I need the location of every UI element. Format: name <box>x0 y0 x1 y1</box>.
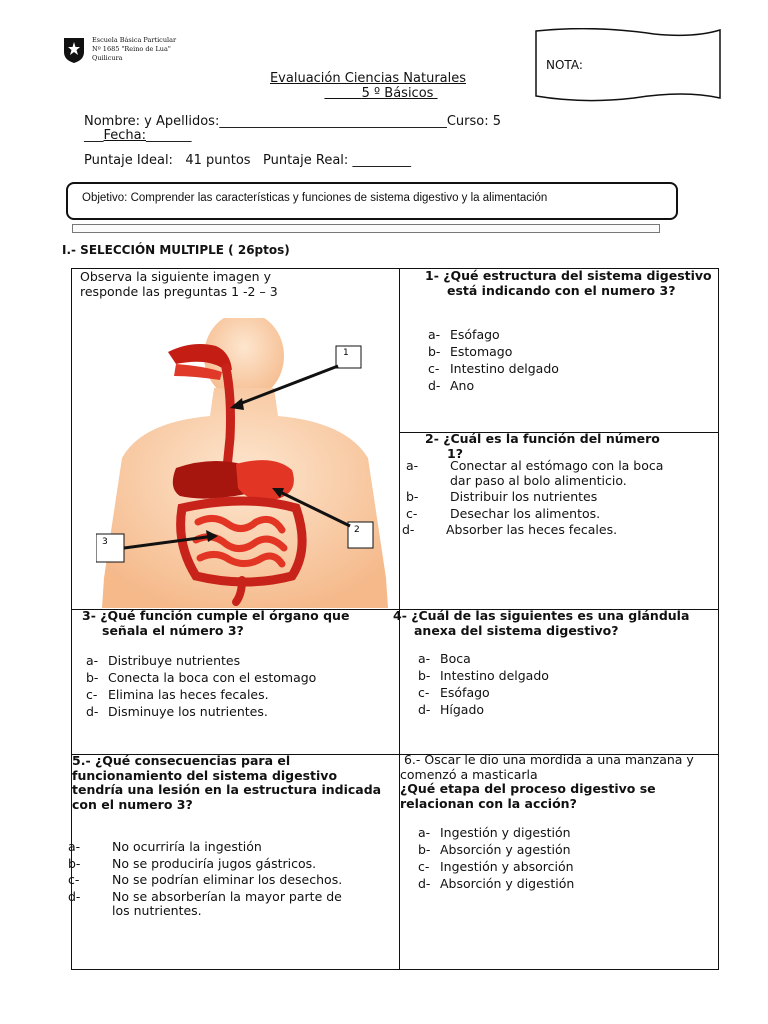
option-6c[interactable]: c- Ingestión y absorción <box>418 859 574 874</box>
option-6d[interactable]: d- Absorción y digestión <box>418 876 575 891</box>
option-3d[interactable]: d- Disminuye los nutrientes. <box>86 704 268 719</box>
option-6a[interactable]: a- Ingestión y digestión <box>418 825 571 840</box>
label-box-2 <box>348 522 373 548</box>
question-2-options <box>402 458 678 538</box>
label-2: 2 <box>354 525 360 535</box>
school-header <box>62 36 176 64</box>
label-box-3 <box>96 534 124 562</box>
digestive-system-figure <box>96 318 396 608</box>
question-6-options <box>418 824 708 892</box>
puntaje-real-blank[interactable]: _________ <box>352 153 411 168</box>
section-title: I.- SELECCIÓN MULTIPLE ( 26ptos) <box>62 243 290 257</box>
option-5a[interactable]: a- No ocurriría la ingestión <box>68 839 262 854</box>
option-2b[interactable]: b- Distribuir los nutrientes <box>406 489 598 504</box>
page-title: Evaluación Ciencias Naturales <box>269 71 467 86</box>
name-field[interactable]: Nombre: y Apellidos:___________________________________Curso: 5 <box>84 114 501 129</box>
option-2c[interactable]: c- Desechar los alimentos. <box>406 505 601 521</box>
option-3a[interactable]: a- Distribuye nutrientes <box>86 653 241 668</box>
question-3-options <box>86 652 386 720</box>
curso-fecha-field[interactable] <box>84 128 192 143</box>
puntaje-real-label: Puntaje Real: <box>262 153 349 168</box>
objective-text: Objetivo: Comprender las características y funciones de sistema digestivo y la alimentación <box>82 192 548 204</box>
fecha-label: Fecha: <box>103 128 146 143</box>
option-4a[interactable]: a- Boca <box>418 651 471 666</box>
option-1c[interactable]: c- Intestino delgado <box>428 361 559 376</box>
option-3c[interactable]: c- Elimina las heces fecales. <box>86 687 269 702</box>
option-5b[interactable]: b- No se produciría jugos gástricos. <box>68 855 317 871</box>
question-1: 1- ¿Qué estructura del sistema digestivo está indicando con el numero 3? <box>425 268 712 298</box>
label-1: 1 <box>343 348 349 358</box>
page-subtitle: 5 º Básicos <box>361 86 434 101</box>
puntaje-ideal-value: 41 puntos <box>185 153 251 168</box>
question-5-options <box>68 839 360 919</box>
question-3: 3- ¿Qué función cumple el órgano que señala el número 3? <box>82 608 350 638</box>
option-5d[interactable]: d- No se absorberían la mayor parte de los nutrientes. <box>68 888 342 918</box>
option-4c[interactable]: c- Esófago <box>418 685 490 700</box>
option-1d[interactable]: d- Ano <box>428 378 475 393</box>
option-5c[interactable]: c- No se podrían eliminar los desechos. <box>68 872 343 887</box>
label-3: 3 <box>102 537 108 547</box>
fecha-blank[interactable]: _______ <box>146 128 192 143</box>
name-blank[interactable]: ___________________________________ <box>219 114 447 129</box>
puntaje-row <box>84 153 411 168</box>
nota-label: NOTA: <box>546 58 583 72</box>
option-4b[interactable]: b- Intestino delgado <box>418 668 549 683</box>
school-name: Escuela Básica Particular Nº 1685 "Reino de Lua" Quilicura <box>92 36 177 62</box>
curso-blank[interactable]: ___ <box>84 128 104 143</box>
option-1a[interactable]: a- Esófago <box>428 327 500 342</box>
school-crest-icon <box>62 36 86 64</box>
question-5: 5.- ¿Qué consecuencias para el funcionamiento del sistema digestivo tendría una lesión en la estructura indicada con el numero 3? <box>72 753 382 812</box>
image-intro: Observa la siguiente imagen y responde las preguntas 1 -2 – 3 <box>80 269 278 299</box>
question-2: 2- ¿Cuál es la función del número 1? <box>425 431 660 461</box>
option-3b[interactable]: b- Conecta la boca con el estomago <box>86 670 317 685</box>
option-2d[interactable]: d- Absorber las heces fecales. <box>402 522 618 537</box>
divider-bar <box>72 224 660 233</box>
option-1b[interactable]: b- Estomago <box>428 344 513 359</box>
question-6: ¿Qué etapa del proceso digestivo se relacionan con la acción? <box>400 781 656 811</box>
option-6b[interactable]: b- Absorción y agestión <box>418 842 571 857</box>
option-2a[interactable]: a- Conectar al estómago con la boca dar paso al bolo alimenticio. <box>406 458 664 488</box>
question-6-intro: 6.- Oscar le dio una mordida a una manzana y comenzó a masticarla <box>400 752 694 782</box>
option-4d[interactable]: d- Hígado <box>418 702 485 717</box>
objective-box <box>66 182 678 220</box>
question-1-options <box>428 326 708 394</box>
question-4: 4- ¿Cuál de las siguientes es una glándula anexa del sistema digestivo? <box>393 608 690 638</box>
question-4-options <box>418 650 698 718</box>
curso-label: Curso: 5 <box>446 114 501 129</box>
puntaje-ideal-label: Puntaje Ideal: <box>84 153 173 168</box>
